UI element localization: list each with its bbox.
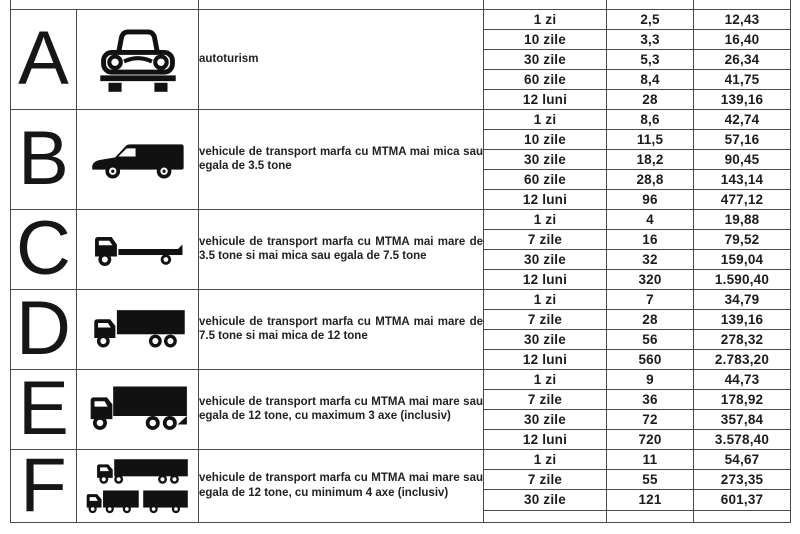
tariff-cell: 56 [607,329,694,349]
category-description-F: vehicule de transport marfa cu MTMA mai mare sau egala de 12 tone, cu minimum 4 axe (inclusiv) [199,449,484,522]
tariff-cell: 28,8 [607,169,694,189]
tariff-cell: 72 [607,409,694,429]
duration-cell: 1 zi [484,109,607,129]
category-letter-B: B [11,109,77,209]
duration-cell: 1 zi [484,369,607,389]
duration-cell: 10 zile [484,29,607,49]
duration-cell: 10 zile [484,129,607,149]
tariff-cell: 11,5 [607,129,694,149]
partial-top-row [11,0,791,9]
duration-cell: 30 zile [484,49,607,69]
duration-cell: 60 zile [484,69,607,89]
tariff-cell: 9 [607,369,694,389]
category-letter-A: A [11,9,77,109]
heavy-truck-icon [77,369,199,449]
tariff-cell: 55 [607,469,694,489]
duration-cell: 30 zile [484,409,607,429]
tariff-cell: 11 [607,449,694,469]
tariff-row-B-1 [11,109,791,129]
tariff-cell: 3,3 [607,29,694,49]
van-icon [77,109,199,209]
duration-cell: 12 luni [484,269,607,289]
duration-cell: 7 zile [484,309,607,329]
tariff-cell: 560 [607,349,694,369]
value-cell: 16,40 [694,29,791,49]
value-cell: 42,74 [694,109,791,129]
category-description-A: autoturism [199,9,484,109]
value-cell: 601,37 [694,490,791,510]
partial-value-cell [694,510,791,522]
value-cell: 357,84 [694,409,791,429]
category-letter-D: D [11,289,77,369]
duration-cell: 30 zile [484,490,607,510]
category-description-D: vehicule de transport marfa cu MTMA mai mare de 7.5 tone si mai mica de 12 tone [199,289,484,369]
tariff-cell: 8,6 [607,109,694,129]
tariff-row-E-1 [11,369,791,389]
value-cell: 12,43 [694,9,791,29]
duration-cell: 1 zi [484,209,607,229]
value-cell: 159,04 [694,249,791,269]
duration-cell: 30 zile [484,149,607,169]
duration-cell: 12 luni [484,89,607,109]
duration-cell: 30 zile [484,249,607,269]
value-cell: 26,34 [694,49,791,69]
duration-cell: 7 zile [484,389,607,409]
tariff-row-D-1 [11,289,791,309]
duration-cell: 12 luni [484,189,607,209]
tariff-cell: 28 [607,89,694,109]
category-description-E: vehicule de transport marfa cu MTMA mai mare sau egala de 12 tone, cu maximum 3 axe (inclusiv) [199,369,484,449]
value-cell: 1.590,40 [694,269,791,289]
duration-cell: 30 zile [484,329,607,349]
partial-description-cell [199,0,484,9]
value-cell: 19,88 [694,209,791,229]
tariff-row-C-1 [11,209,791,229]
tariff-cell: 16 [607,229,694,249]
partial-value-cell [694,0,791,9]
value-cell: 57,16 [694,129,791,149]
value-cell: 41,75 [694,69,791,89]
tariff-cell: 320 [607,269,694,289]
tariff-cell: 720 [607,429,694,449]
value-cell: 273,35 [694,469,791,489]
tariff-table-body [11,0,791,522]
box-truck-icon [77,289,199,369]
category-description-B: vehicule de transport marfa cu MTMA mai mica sau egala de 3.5 tone [199,109,484,209]
tariff-cell: 18,2 [607,149,694,169]
duration-cell: 1 zi [484,449,607,469]
value-cell: 54,67 [694,449,791,469]
tariff-cell: 7 [607,289,694,309]
value-cell: 278,32 [694,329,791,349]
duration-cell: 12 luni [484,429,607,449]
duration-cell: 60 zile [484,169,607,189]
partial-duration-cell [484,0,607,9]
duration-cell: 12 luni [484,349,607,369]
value-cell: 44,73 [694,369,791,389]
tariff-row-A-1 [11,9,791,29]
tariff-cell: 5,3 [607,49,694,69]
value-cell: 3.578,40 [694,429,791,449]
partial-tariff-cell [607,0,694,9]
category-letter-E: E [11,369,77,449]
duration-cell: 7 zile [484,229,607,249]
tariff-cell: 2,5 [607,9,694,29]
value-cell: 139,16 [694,89,791,109]
value-cell: 2.783,20 [694,349,791,369]
tariff-cell: 32 [607,249,694,269]
tariff-row-F-1 [11,449,791,469]
tariff-cell: 8,4 [607,69,694,89]
value-cell: 90,45 [694,149,791,169]
tariff-cell: 96 [607,189,694,209]
duration-cell: 1 zi [484,289,607,309]
flatbed-truck-icon [77,209,199,289]
duration-cell: 7 zile [484,469,607,489]
value-cell: 143,14 [694,169,791,189]
value-cell: 34,79 [694,289,791,309]
tariff-cell: 4 [607,209,694,229]
partial-tariff-cell [607,510,694,522]
tariff-cell: 28 [607,309,694,329]
category-letter-C: C [11,209,77,289]
duration-cell: 1 zi [484,9,607,29]
value-cell: 139,16 [694,309,791,329]
value-cell: 79,52 [694,229,791,249]
car-front-icon [77,9,199,109]
category-description-C: vehicule de transport marfa cu MTMA mai mare de 3.5 tone si mai mica sau egala de 7.5 tone [199,209,484,289]
partial-duration-cell [484,510,607,522]
value-cell: 178,92 [694,389,791,409]
tariff-table [10,0,791,523]
partial-vehicle-cell [11,0,199,9]
category-letter-F: F [11,449,77,522]
truck-with-trailer-icon [77,449,199,522]
tariff-cell: 36 [607,389,694,409]
tariff-cell: 121 [607,490,694,510]
value-cell: 477,12 [694,189,791,209]
